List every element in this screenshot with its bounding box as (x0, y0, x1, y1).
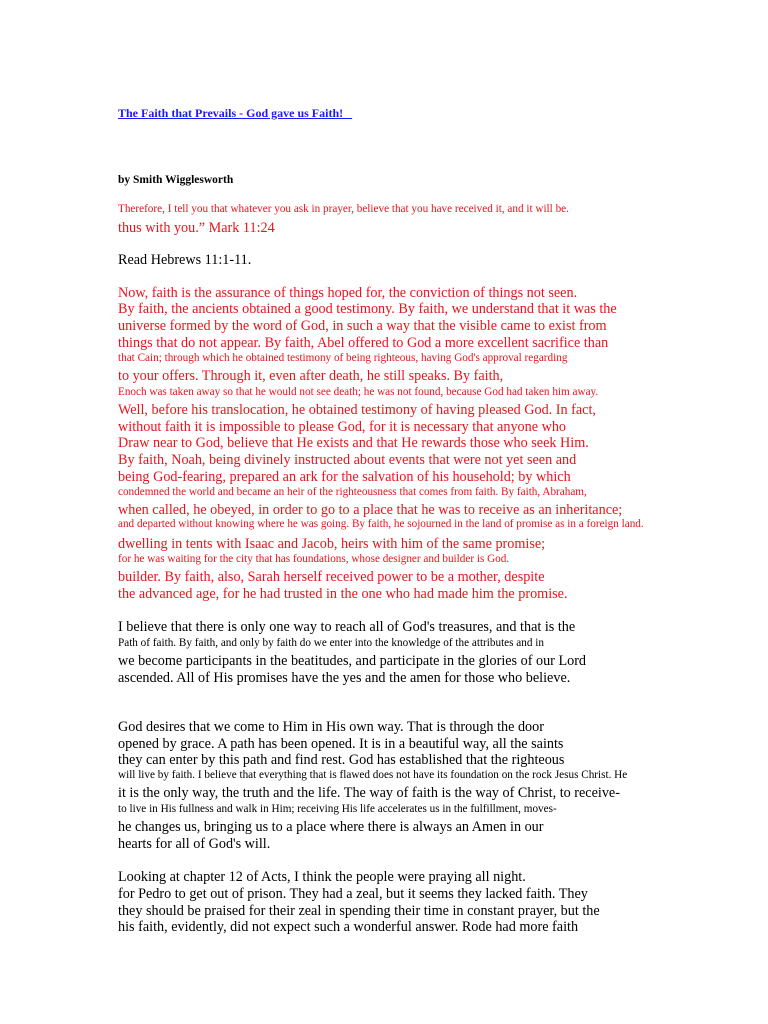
document-title-link[interactable]: The Faith that Prevails - God gave us Faith! (118, 106, 353, 120)
text-line: he changes us, bringing us to a place where there is always an Amen in our (118, 819, 544, 835)
text-line: they should be praised for their zeal in spending their time in constant prayer, but the (118, 903, 600, 919)
text-line: they can enter by this path and find rest. God has established that the righteous (118, 752, 565, 768)
text-line: that Cain; through which he obtained testimony of being righteous, having God's approval regarding (118, 352, 568, 364)
text-line: dwelling in tents with Isaac and Jacob, heirs with him of the same promise; (118, 536, 546, 552)
text-line: his faith, evidently, did not expect such a wonderful answer. Rode had more faith (118, 919, 579, 935)
text-line: thus with you.” Mark 11:24 (118, 220, 275, 236)
text-line: will live by faith. I believe that everything that is flawed does not have its foundation on the rock Jesus Christ. He (118, 769, 628, 781)
text-line: opened by grace. A path has been opened. It is in a beautiful way, all the saints (118, 736, 564, 752)
text-line: Draw near to God, believe that He exists and that He rewards those who seek Him. (118, 435, 589, 451)
text-line: to live in His fullness and walk in Him; receiving His life accelerates us in the fulfillment, moves- (118, 803, 557, 815)
text-line: Path of faith. By faith, and only by faith do we enter into the knowledge of the attributes and in (118, 637, 544, 649)
text-line: being God-fearing, prepared an ark for the salvation of his household; by which (118, 469, 571, 485)
text-line: Read Hebrews 11:1-11. (118, 252, 252, 268)
text-line: without faith it is impossible to please God, for it is necessary that anyone who (118, 419, 567, 435)
text-line: Well, before his translocation, he obtained testimony of having pleased God. In fact, (118, 402, 596, 418)
text-line: when called, he obeyed, in order to go to a place that he was to receive as an inheritance; (118, 502, 623, 518)
text-line: Therefore, I tell you that whatever you ask in prayer, believe that you have received it, and it will be. (118, 203, 569, 215)
text-line: I believe that there is only one way to reach all of God's treasures, and that is the (118, 619, 576, 635)
text-line: things that do not appear. By faith, Abel offered to God a more excellent sacrifice than (118, 335, 609, 351)
text-line: condemned the world and became an heir of the righteousness that comes from faith. By faith, Abraham, (118, 486, 587, 498)
text-line: the advanced age, for he had trusted in the one who had made him the promise. (118, 586, 568, 602)
text-line: builder. By faith, also, Sarah herself received power to be a mother, despite (118, 569, 545, 585)
text-line: we become participants in the beatitudes, and participate in the glories of our Lord (118, 653, 587, 669)
text-line: ascended. All of His promises have the yes and the amen for those who believe. (118, 670, 571, 686)
text-line: to your offers. Through it, even after death, he still speaks. By faith, (118, 368, 504, 384)
text-line: for Pedro to get out of prison. They had a zeal, but it seems they lacked faith. They (118, 886, 588, 902)
text-line: Looking at chapter 12 of Acts, I think the people were praying all night. (118, 869, 526, 885)
author-byline: by Smith Wigglesworth (118, 174, 234, 186)
text-line: and departed without knowing where he was going. By faith, he sojourned in the land of promise as in a foreign land. (118, 518, 644, 530)
text-line: By faith, the ancients obtained a good testimony. By faith, we understand that it was the (118, 301, 617, 317)
text-line: By faith, Noah, being divinely instructed about events that were not yet seen and (118, 452, 577, 468)
text-line: for he was waiting for the city that has foundations, whose designer and builder is God. (118, 553, 510, 565)
text-line: God desires that we come to Him in His own way. That is through the door (118, 719, 544, 735)
text-line: Enoch was taken away so that he would not see death; he was not found, because God had taken him away. (118, 386, 599, 398)
text-line: Now, faith is the assurance of things hoped for, the conviction of things not seen. (118, 285, 578, 301)
text-line: hearts for all of God's will. (118, 836, 271, 852)
text-line: it is the only way, the truth and the life. The way of faith is the way of Christ, to receive- (118, 785, 620, 801)
text-line: universe formed by the word of God, in such a way that the visible came to exist from (118, 318, 607, 334)
